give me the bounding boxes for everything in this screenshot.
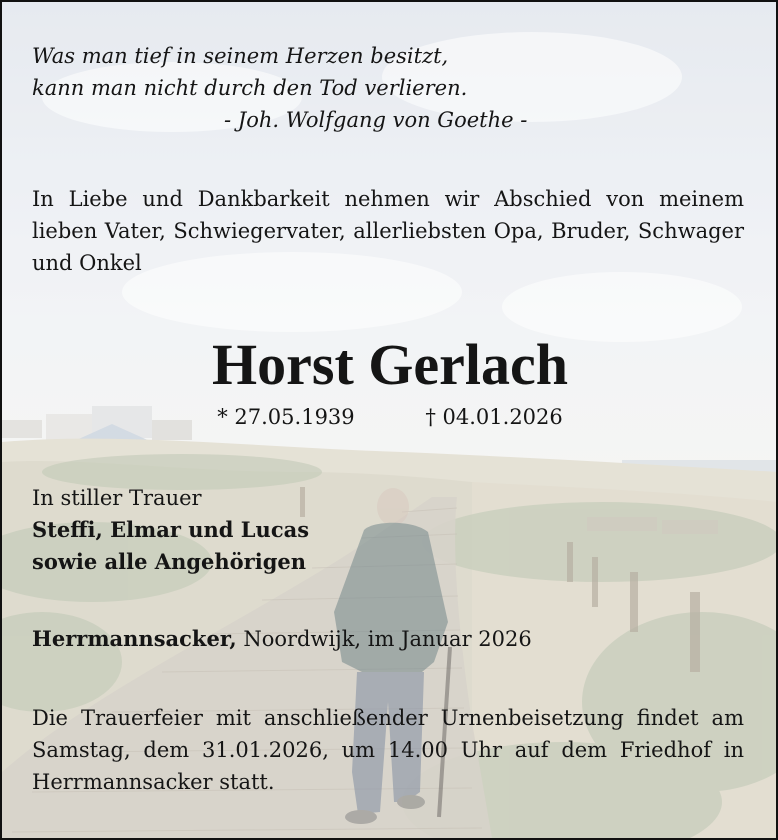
birth-date: * 27.05.1939: [217, 405, 355, 429]
goethe-quote: [32, 40, 527, 136]
place-date: Noordwijk, im Januar 2026: [236, 627, 532, 651]
mourners-block: [32, 482, 309, 578]
deceased-name: Horst Gerlach: [212, 332, 568, 397]
death-date: † 04.01.2026: [425, 405, 563, 429]
farewell-intro: In Liebe und Dankbarkeit nehmen wir Abschied von meinem lieben Vater, Schwiegervater, allerliebsten Opa, Bruder, Schwager und Onkel: [32, 187, 744, 275]
mourning-heading: In stiller Trauer: [32, 486, 202, 510]
other-relatives: sowie alle Angehörigen: [32, 549, 307, 574]
quote-line-1: Was man tief in seinem Herzen besitzt,: [32, 44, 449, 68]
place-date-line: [32, 624, 532, 654]
funeral-service-info: Die Trauerfeier mit anschließender Urnenbeisetzung findet am Samstag, dem 31.01.2026, um 14.00 Uhr auf dem Friedhof in Herrmannsacker statt.: [32, 706, 744, 794]
quote-author: - Joh. Wolfgang von Goethe -: [224, 108, 528, 132]
life-dates: [2, 402, 778, 432]
quote-line-2: kann man nicht durch den Tod verlieren.: [32, 76, 468, 100]
place-town: Herrmannsacker,: [32, 626, 237, 651]
mourner-names: Steffi, Elmar und Lucas: [32, 517, 310, 542]
